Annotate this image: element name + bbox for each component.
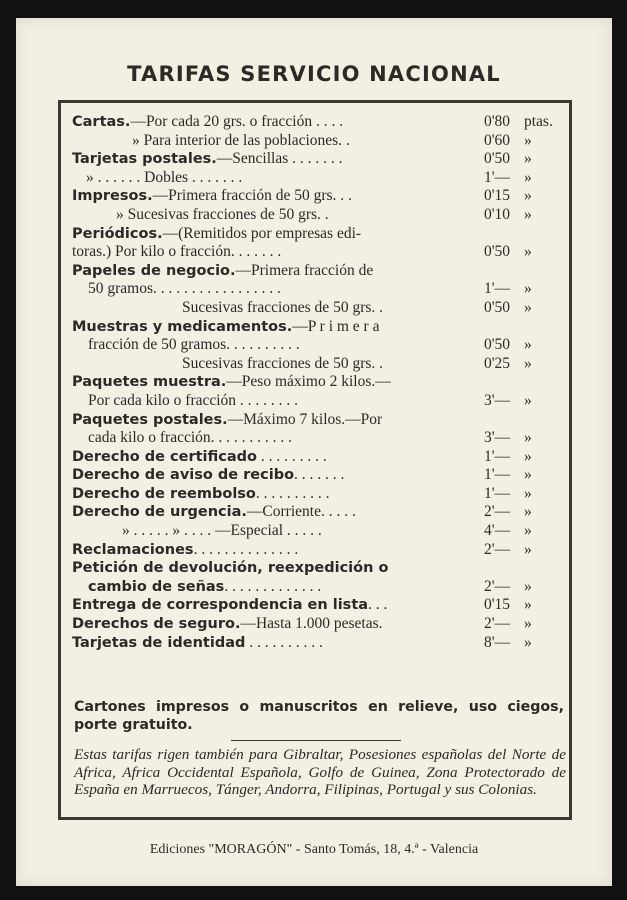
tariff-unit: »	[524, 354, 532, 372]
tariff-row	[72, 596, 564, 615]
tariff-label-text: —Primera fracción de	[235, 261, 374, 279]
tariff-label	[72, 225, 361, 244]
tariff-label-text: » . . . . . » . . . . —Especial . . . . .	[122, 522, 322, 540]
tariff-unit: »	[524, 540, 532, 558]
tariff-label-text: . . . . . . . . . . . . .	[224, 577, 322, 595]
tariff-price: 1'—	[483, 447, 510, 465]
tariff-price: 2'—	[483, 615, 510, 633]
tariff-label-text: toras.) Por kilo o fracción. . . . . . .	[72, 243, 282, 261]
tariff-unit: »	[524, 168, 532, 186]
tariff-label-bold: Tarjetas postales.	[72, 151, 217, 168]
tariff-price: 8'—	[483, 633, 510, 651]
tariff-label-bold: Derecho de aviso de recibo	[72, 467, 295, 484]
tariff-row	[72, 336, 564, 355]
tariff-row	[72, 318, 564, 337]
tariff-price: 0'15	[483, 187, 510, 205]
tariff-label	[72, 262, 373, 281]
tariff-label	[72, 373, 391, 392]
tariff-row	[72, 615, 564, 634]
tariff-label-text: » . . . . . . Dobles . . . . . . .	[86, 168, 243, 186]
tariff-label-bold: Derecho de urgencia.	[72, 504, 247, 521]
tariff-unit: »	[524, 596, 532, 614]
tariff-label-text: » Sucesivas fracciones de 50 grs. .	[116, 205, 329, 223]
divider	[231, 740, 401, 741]
tariff-price: 4'—	[483, 522, 510, 540]
tariff-row	[72, 150, 564, 169]
tariff-label	[88, 578, 321, 597]
tariff-label-text: Sucesivas fracciones de 50 grs. .	[182, 298, 384, 316]
tariff-label-text: Por cada kilo o fracción . . . . . . . .	[88, 391, 299, 409]
tariff-label-bold: cambio de señas	[88, 578, 225, 595]
tariff-unit: »	[524, 522, 532, 540]
tariff-unit: »	[524, 466, 532, 484]
tariff-row	[72, 225, 564, 244]
tariff-label	[88, 429, 292, 448]
tariff-unit: »	[524, 150, 532, 168]
tariff-price: 2'—	[483, 503, 510, 521]
tariff-card	[16, 18, 612, 886]
tariff-label	[116, 206, 329, 225]
tariff-label-bold: Derecho de certificado	[72, 448, 257, 465]
tariff-unit: »	[524, 298, 532, 316]
tariff-row	[72, 169, 564, 188]
tariff-label	[88, 280, 281, 299]
tariff-row	[72, 448, 564, 467]
tariff-label	[182, 355, 383, 374]
tariff-price: 3'—	[483, 429, 510, 447]
tariff-row	[72, 206, 564, 225]
tariff-unit: »	[524, 577, 532, 595]
tariff-label	[72, 634, 323, 653]
tariff-label-text: —(Remitidos por empresas edi-	[162, 224, 362, 242]
tariff-row	[72, 634, 564, 653]
tariff-unit: »	[524, 429, 532, 447]
tariff-label-bold: Reclamaciones	[72, 541, 194, 558]
tariff-price: 0'50	[483, 243, 510, 261]
tariff-unit: »	[524, 243, 532, 261]
tariff-label-text: » Para interior de las poblaciones. .	[132, 131, 350, 149]
tariff-unit: »	[524, 187, 532, 205]
tariff-label-text: —P r i m e r a	[292, 317, 380, 335]
tariff-label	[86, 169, 242, 188]
tariff-label-bold: Papeles de negocio.	[72, 262, 236, 279]
tariff-label	[122, 522, 322, 541]
raised-cards-note: Cartones impresos o manuscritos en relieve, uso ciegos, porte gratuito.	[74, 699, 564, 733]
tariff-label	[72, 485, 330, 504]
tariff-label	[88, 392, 298, 411]
tariff-row	[72, 280, 564, 299]
tariff-label-text: —Máximo 7 kilos.—Por	[227, 410, 383, 428]
tariff-price: 2'—	[483, 577, 510, 595]
tariff-label-text: . . . . . . . . . . . . . .	[193, 540, 299, 558]
tariff-label	[88, 336, 300, 355]
tariff-label-text: —Hasta 1.000 pesetas.	[240, 615, 383, 633]
tariff-label	[72, 448, 327, 467]
tariff-label	[72, 411, 382, 430]
tariff-price: 1'—	[483, 168, 510, 186]
tariff-label-text: 50 gramos. . . . . . . . . . . . . . . . .	[88, 280, 281, 298]
tariff-price: 1'—	[483, 280, 510, 298]
tariff-unit: »	[524, 447, 532, 465]
tariff-unit: »	[524, 633, 532, 651]
tariff-price: 0'80	[483, 113, 510, 130]
tariff-label-bold: Derechos de seguro.	[72, 616, 241, 633]
tariff-label	[132, 132, 350, 151]
tariff-row	[72, 485, 564, 504]
tariff-label-bold: Muestras y medicamentos.	[72, 318, 293, 335]
tariff-unit: ptas.	[524, 113, 553, 130]
tariff-row	[72, 373, 564, 392]
tariff-label	[72, 615, 383, 634]
tariff-unit: »	[524, 615, 532, 633]
tariff-label	[72, 113, 343, 132]
tariff-price: 2'—	[483, 540, 510, 558]
tariff-label-text: —Corriente. . . . .	[246, 503, 356, 521]
tariff-label	[72, 466, 344, 485]
tariff-label	[72, 596, 387, 615]
tariff-unit: »	[524, 205, 532, 223]
tariff-row	[72, 355, 564, 374]
tariff-label-text: . . . . . . .	[294, 466, 345, 484]
tariff-row	[72, 113, 564, 132]
tariff-row	[72, 503, 564, 522]
tariff-row	[72, 132, 564, 151]
tariff-row	[72, 559, 564, 578]
tariff-label-bold: Derecho de reembolso	[72, 485, 256, 502]
tariff-label	[72, 559, 388, 578]
tariff-row	[72, 429, 564, 448]
tariff-label-text: —Por cada 20 grs. o fracción . . . .	[130, 113, 344, 130]
tariff-row	[72, 243, 564, 262]
tariff-price: 3'—	[483, 391, 510, 409]
territories-note: Estas tarifas rigen también para Gibraltar, Posesiones españolas del Norte de Africa, Africa Occidental Española, Golfo de Guinea, Zona Protectorado de España en Marruecos, Tánger, Andorra, Filipinas, Portugal y sus Colonias.	[74, 746, 566, 798]
tariff-label-text: . . . . . . . . . .	[255, 484, 330, 502]
tariff-row	[72, 541, 564, 560]
tariff-label-bold: Paquetes muestra.	[72, 374, 227, 391]
tariff-row	[72, 187, 564, 206]
tariff-label-text: Sucesivas fracciones de 50 grs. .	[182, 354, 384, 372]
tariff-label-bold: Periódicos.	[72, 225, 163, 242]
tariff-unit: »	[524, 280, 532, 298]
tariff-price: 0'50	[483, 336, 510, 354]
tariff-label-text: —Primera fracción de 50 grs. . .	[152, 187, 352, 205]
tariff-price: 0'25	[483, 354, 510, 372]
tariff-label-text: . . . . . . . . . .	[245, 633, 323, 651]
publisher-footer: Ediciones "MORAGÓN" - Santo Tomás, 18, 4.ª - Valencia	[149, 842, 479, 857]
tariff-label-bold: Cartas.	[72, 114, 131, 130]
tariff-label-bold: Tarjetas de identidad	[72, 634, 246, 651]
tariff-row	[72, 299, 564, 318]
tariff-price: 0'50	[483, 298, 510, 316]
tariff-label	[72, 187, 352, 206]
tariff-label-text: —Peso máximo 2 kilos.—	[226, 373, 391, 391]
tariff-label-text: . . . . . . . . .	[257, 447, 327, 465]
tariff-label-text: cada kilo o fracción. . . . . . . . . . .	[88, 429, 293, 447]
tariff-row	[72, 578, 564, 597]
tariff-unit: »	[524, 391, 532, 409]
tariff-row	[72, 522, 564, 541]
tariff-unit: »	[524, 131, 532, 149]
tariff-label-text: —Sencillas . . . . . . .	[216, 150, 343, 168]
tariff-table	[72, 113, 564, 652]
tariff-label	[72, 541, 298, 560]
tariff-label-bold: Entrega de correspondencia en lista	[72, 597, 369, 614]
tariff-label-bold: Petición de devolución, reexpedición o	[72, 560, 389, 577]
tariff-label	[72, 243, 281, 262]
tariff-label	[182, 299, 383, 318]
tariff-row	[72, 262, 564, 281]
tariff-unit: »	[524, 503, 532, 521]
tariff-price: 0'10	[483, 205, 510, 223]
tariff-label-bold: Paquetes postales.	[72, 411, 228, 428]
tariff-unit: »	[524, 336, 532, 354]
tariff-label	[72, 150, 343, 169]
tariff-price: 0'15	[483, 596, 510, 614]
tariff-price: 1'—	[483, 484, 510, 502]
tariff-label	[72, 503, 356, 522]
tariff-price: 0'50	[483, 150, 510, 168]
page-title: TARIFAS SERVICIO NACIONAL	[127, 62, 501, 86]
tariff-price: 1'—	[483, 466, 510, 484]
tariff-unit: »	[524, 484, 532, 502]
tariff-label-text: fracción de 50 gramos. . . . . . . . . .	[88, 336, 300, 354]
tariff-row	[72, 466, 564, 485]
tariff-label	[72, 318, 379, 337]
tariff-label-bold: Impresos.	[72, 188, 153, 205]
tariff-row	[72, 392, 564, 411]
tariff-row	[72, 411, 564, 430]
tariff-price: 0'60	[483, 131, 510, 149]
tariff-label-text: . . .	[368, 596, 388, 614]
